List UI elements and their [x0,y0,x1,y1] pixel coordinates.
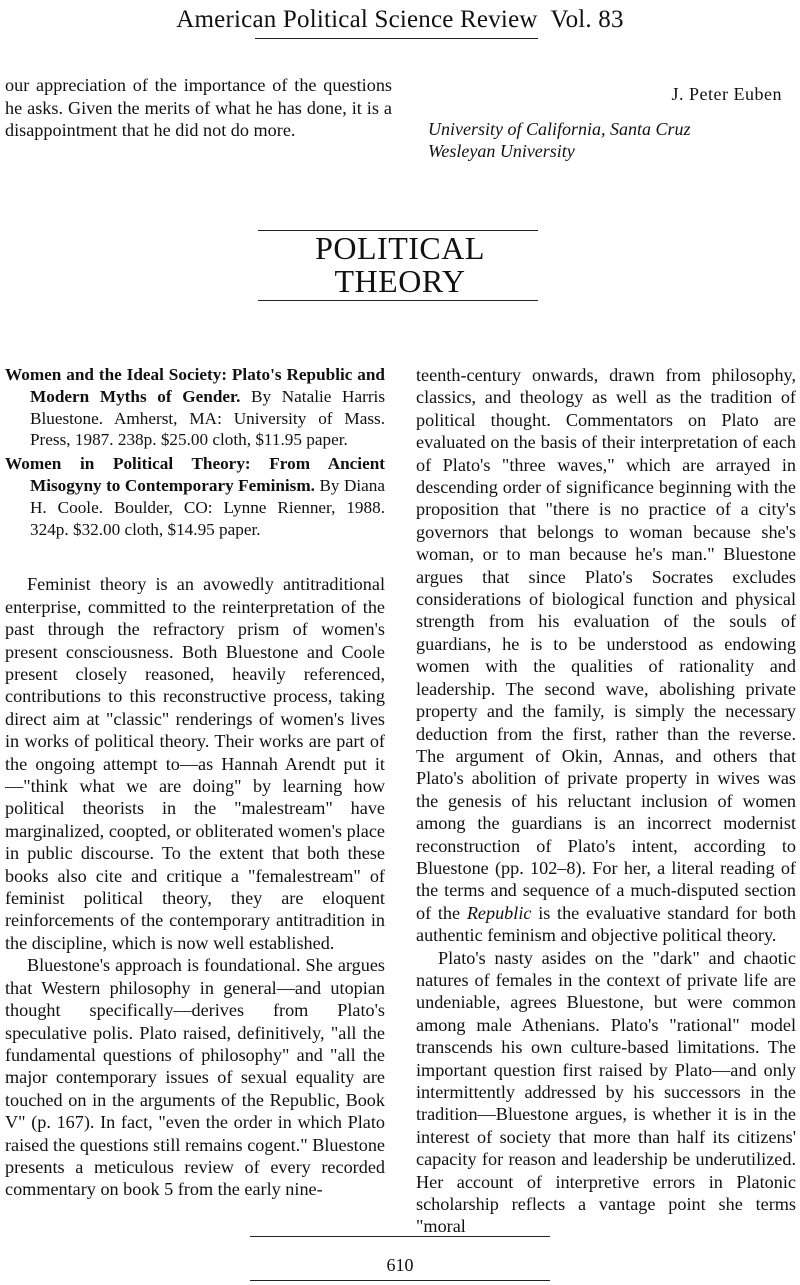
volume-label: Vol. 83 [550,6,624,33]
reviewer-affiliations [428,118,691,162]
body-paragraph [416,364,796,947]
reviewer-name: J. Peter Euben [671,84,782,104]
journal-title: American Political Science Review [176,6,538,33]
section-title-line: POLITICAL [315,230,485,266]
page-number: 610 [386,1255,414,1275]
body-text: is the evaluative standard for both authentic feminism and objective political theory. [416,902,796,946]
left-column [5,364,385,1201]
book-citation [5,453,385,540]
body-paragraph: Feminist theory is an avowedly antitraditional enterprise, committed to the reinterpretation of the past through the refractory prism of women's present consciousness. Both Bluestone and Coole present closely reasoned, heavily referenced, contributions to this reconstructive process, taking direct aim at "classic" renderings of women's lives in works of political theory. Their works are part of the ongoing attempt to—as Hannah Arendt put it—"think what we are doing" by learning how political theorists in the "malestream" have marginalized, coopted, or obliterated women's place in public discourse. To the extent that both these books also cite and critique a "femalestream" of feminist political theory, they are eloquent reinforcements of the contemporary antitradition in the discipline, which is now well established. [5,574,385,953]
body-text: teenth-century onwards, drawn from philosophy, classics, and theology as well as the tradition of political thought. Commentators on Plato are evaluated on the basis of their interpretation of each of Plato's "three waves," which are arrayed in descending order of significance beginning with the proposition that "there is no practice of a city's governors that belongs to woman because she's woman, or to man because he's man." Bluestone argues that since Plato's Socrates excludes considerations of biological function and physical strength from his evaluation of the souls of guardians, he is to be understood as endowing women with the qualities of rationality and leadership. The second wave, abolishing private property and the family, is simply the necessary deduction from the first, rather than the reverse. The argument of Okin, Annas, and others that Plato's abolition of private property in wives was the genesis of his reluctant inclusion of women among the guardians is an incorrect modernist reconstruction of Plato's intent, according to Bluestone (pp. 102–8). For her, a literal reading of the terms and sequence of a much-disputed section of the [416,365,796,923]
section-rule-bottom [258,300,538,301]
footer-rule-bottom [250,1280,550,1281]
body-paragraph: Bluestone's approach is foundational. She argues that Western philosophy in general—and utopian thought specifically—derives from Plato's speculative polis. Plato raised, definitively, "all the fundamental questions of philosophy" and "all the major contemporary issues of sexual equality are touched on in the arguments of the Republic, Book V" (p. 167). In fact, "even the order in which Plato raised the questions still remains cogent." Bluestone presents a meticulous review of every recorded commentary on book 5 from the early nine- [5,955,385,1200]
right-column [416,364,796,1238]
section-title-line: THEORY [334,263,466,299]
book-details: By Natalie Harris Bluestone. Amherst, MA: University of Mass. Press, 1987. 238p. $25.00 cloth, $11.95 paper. [30,386,386,450]
book-details: By Diana H. Coole. Boulder, CO: Lynne Rienner, 1988. 324p. $32.00 cloth, $14.95 paper. [30,475,385,539]
body-paragraph: Plato's nasty asides on the "dark" and chaotic natures of females in the context of private life are undeniable, agrees Bluestone, but were common among male Athenians. Plato's "rational" model transcends his own culture-based limitations. The important question first raised by Plato—and only intermittently addressed by his successors in the tradition—Bluestone argues, is whether it is in the interest of society that more than half its citizens' capacity for reason and leadership be underutilized. Her account of interpretive errors in Platonic scholarship reflects a vantage point she terms "moral [416,947,796,1237]
previous-review-closing: our appreciation of the importance of the questions he asks. Given the merits of what he has done, it is a disappointment that he did not do more. [5,75,392,140]
italic-title: Republic [466,902,532,923]
running-header [0,6,800,34]
book-title: Women in Political Theory: From Ancient Misogyny to Contemporary Feminism. [5,454,385,495]
header-rule [255,38,538,39]
affiliation-line: Wesleyan University [428,141,575,161]
section-title [0,232,800,298]
affiliation-line: University of California, Santa Cruz [428,119,691,139]
book-citation [5,364,385,451]
footer-rule-top [250,1236,550,1237]
book-title: Women and the Ideal Society: Plato's Republic and Modern Myths of Gender. [5,365,385,406]
